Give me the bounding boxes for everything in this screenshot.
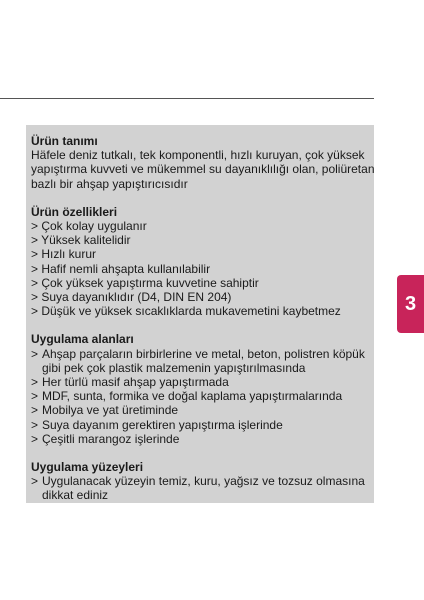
list-marker: > — [31, 431, 39, 446]
list-item: > Yüksek kalitelidir — [31, 233, 131, 248]
list-item — [31, 375, 367, 389]
list-item-text: Her türlü masif ahşap yapıştırmada — [42, 375, 229, 390]
description-line: Häfele deniz tutkalı, tek komponentli, hızlı kuruyan, çok yüksek — [31, 148, 365, 163]
chapter-number: 3 — [404, 292, 417, 315]
list-item — [31, 347, 367, 375]
list-item: > Hızlı kurur — [31, 247, 97, 262]
list-item: > Çok yüksek yapıştırma kuvvetine sahiptir — [31, 275, 259, 290]
list-marker: > — [31, 375, 39, 390]
list-item: > Düşük ve yüksek sıcaklıklarda mukavemetini kaybetmez — [31, 304, 341, 319]
description-line: bazlı bir ahşap yapıştırıcısıdır — [31, 176, 188, 191]
list-item-text: Ahşap parçaların birbirlerine ve metal, beton, polistren köpük gibi pek çok plastik malzemenin yapıştırılmasında — [42, 346, 365, 375]
list-marker: > — [31, 474, 39, 489]
list-item: > Suya dayanıklıdır (D4, DIN EN 204) — [31, 290, 232, 305]
product-info-panel — [26, 125, 374, 503]
chapter-tab — [397, 275, 424, 333]
list-item: > Çok kolay uygulanır — [31, 219, 147, 234]
section-title: Uygulama yüzeyleri — [31, 460, 144, 475]
list-marker: > — [31, 417, 39, 432]
list-item-text: MDF, sunta, formika ve doğal kaplama yapıştırmalarında — [42, 389, 343, 404]
list-item-text: Çeşitli marangoz işlerinde — [42, 431, 180, 446]
list-item — [31, 474, 367, 502]
section-title: Ürün özellikleri — [31, 204, 118, 219]
list-item: > Hafif nemli ahşapta kullanılabilir — [31, 261, 211, 276]
description-paragraph — [31, 148, 375, 191]
top-divider — [0, 98, 374, 99]
list-item-text: Mobilya ve yat üretiminde — [42, 403, 179, 418]
application-area-list — [31, 347, 367, 446]
list-marker: > — [31, 346, 39, 361]
section-title: Uygulama alanları — [31, 332, 134, 347]
surface-list — [31, 474, 367, 502]
section-application-surfaces — [31, 460, 367, 503]
list-item — [31, 403, 367, 417]
list-item — [31, 418, 367, 432]
section-application-areas — [31, 332, 367, 446]
feature-list — [31, 219, 367, 318]
list-marker: > — [31, 389, 39, 404]
list-item — [31, 432, 367, 446]
list-marker: > — [31, 403, 39, 418]
list-item — [31, 389, 367, 403]
list-item-text: Uygulanacak yüzeyin temiz, kuru, yağsız ve tozsuz olmasına dikkat ediniz — [42, 474, 365, 503]
section-product-description — [31, 134, 375, 191]
section-product-features — [31, 205, 367, 319]
section-title: Ürün tanımı — [31, 134, 98, 148]
description-line: yapıştırma kuvveti ve mükemmel su dayanıklılığı olan, poliüretan — [31, 162, 375, 177]
list-item-text: Suya dayanım gerektiren yapıştırma işlerinde — [42, 417, 283, 432]
